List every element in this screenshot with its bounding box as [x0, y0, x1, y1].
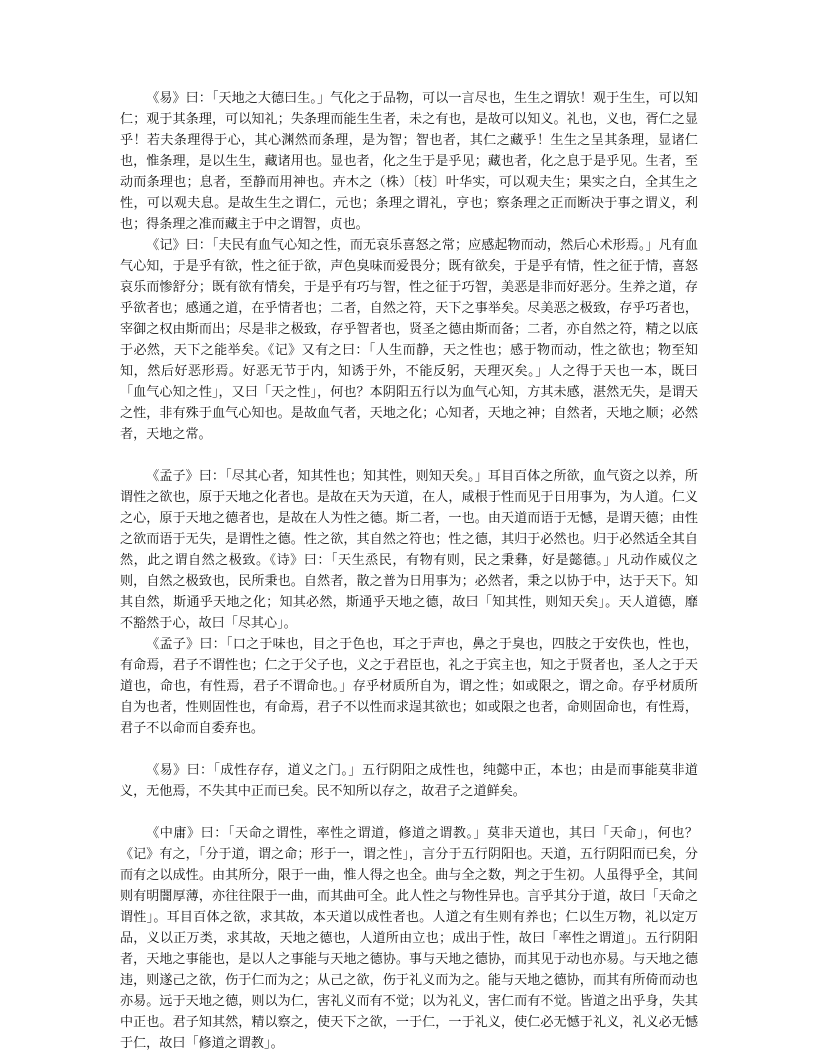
paragraph-yi-shengsheng: 《易》曰：「天地之大德曰生。」气化之于品物，可以一言尽也，生生之谓欤！观于生生，可以知仁；观于其条理，可以知礼；失条理而能生生者，未之有也，是故可以知义。礼也，义也，胥仁之显乎！若夫条理得于心，其心渊然而条理，是为智；智也者，其仁之藏乎！生生之呈其条理，显诸仁也，惟条理，是以生生，藏诸用也。显也者，化之生于是乎见；藏也者，化之息于是乎见。生者，至动而条理也；息者，至静而用神也。卉木之（株）〔枝〕叶华实，可以观夫生；果实之白，全其生之性，可以观夫息。是故生生之谓仁，元也；条理之谓礼，亨也；察条理之正而断决于事之谓义，利也；得条理之准而藏主于中之谓智，贞也。	[120, 91, 698, 232]
paragraph-ji-xueqi-xinzhi: 《记》曰：「夫民有血气心知之性，而无哀乐喜怒之常；应感起物而动，然后心术形焉。」凡有血气心知，于是乎有欲，性之征于欲，声色臭味而爱畏分；既有欲矣，于是乎有情，性之征于情，喜怒哀乐而惨舒分；既有欲有情矣，于是乎有巧与智，性之征于巧智，美恶是非而好恶分。生养之道，存乎欲者也；感通之道，在乎情者也；二者，自然之符，天下之事举矣。尽美恶之极致，存乎巧者也，宰御之权由斯而出；尽是非之极致，存乎智者也，贤圣之德由斯而备；二者，亦自然之符，精之以底于必然，天下之能举矣。《记》又有之曰：「人生而静，天之性也；感于物而动，性之欲也；物至知知，然后好恶形焉。好恶无节于内，知诱于外，不能反躬，天理灭矣。」人之得于天也一本，既曰「血气心知之性」，又曰「天之性」，何也？本阴阳五行以为血气心知，方其未感，湛然无失，是谓天之性，非有殊于血气心知也。是故血气者，天地之化；心知者，天地之神；自然者，天地之顺；必然者，天地之常。	[120, 238, 698, 442]
paragraph-zhongyong-tianming: 《中庸》曰：「天命之谓性，率性之谓道，修道之谓教。」莫非天道也，其曰「天命」，何也？《记》有之，「分于道，谓之命；形于一，谓之性」，言分于五行阴阳也。天道，五行阴阳而已矣，分而有之以成性。由其所分，限于一曲，惟人得之也全。曲与全之数，判之于生初。人虽得乎全，其间则有明闇厚薄，亦往往限于一曲，而其曲可全。此人性之与物性异也。言乎其分于道，故曰「天命之谓性」。耳目百体之欲，求其故，本天道以成性者也。人道之有生则有养也；仁以生万物，礼以定万品，义以正万类，求其故，天地之德也，人道所由立也；成出于性，故曰「率性之谓道」。五行阴阳者，天地之事能也，是以人之事能与天地之德协。事与天地之德协，而其见于动也亦易。与天地之德违，则遂己之欲，伤于仁而为之；从己之欲，伤于礼义而为之。能与天地之德协，而其有所倚而动也亦易。远于天地之德，则以为仁，害礼义而有不觉；以为礼义，害仁而有不觉。皆道之出乎身，失其中正也。君子知其然，精以察之，使天下之欲，一于仁，一于礼义，使仁必无憾于礼义，礼义必无憾于仁，故曰「修道之谓教」。	[120, 826, 698, 1051]
paragraph-mengzi-xingming: 《孟子》曰：「口之于味也，目之于色也，耳之于声也，鼻之于臭也，四肢之于安佚也，性也，有命焉，君子不谓性也；仁之于父子也，义之于君臣也，礼之于宾主也，知之于贤者也，圣人之于天道也，命也，有性焉，君子不谓命也。」存乎材质所自为，谓之性；如或限之，谓之命。存乎材质所自为也者，性则固性也，有命焉，君子不以性而求逞其欲也；如或限之也者，命则固命也，有性焉，君子不以命而自委弃也。	[120, 637, 698, 736]
document-page	[120, 88, 698, 1054]
paragraph-mengzi-jinxin: 《孟子》曰：「尽其心者，知其性也；知其性，则知天矣。」耳目百体之所欲，血气资之以养，所谓性之欲也，原于天地之化者也。是故在天为天道，在人，咸根于性而见于日用事为，为人道。仁义之心，原于天地之德者也，是故在人为性之德。斯二者，一也。由天道而语于无憾，是谓天德；由性之欲而语于无失，是谓性之德。性之欲，其自然之符也；性之德，其归于必然也。归于必然适全其自然，此之谓自然之极致。《诗》曰：「天生烝民，有物有则，民之秉彝，好是懿德。」凡动作威仪之则，自然之极致也，民所秉也。自然者，散之普为日用事为；必然者，秉之以协于中，达于天下。知其自然，斯通乎天地之化；知其必然，斯通乎天地之德，故曰「知其性，则知天矣」。天人道德，靡不豁然于心，故曰「尽其心」。	[120, 469, 698, 631]
paragraph-yi-chengxing: 《易》曰：「成性存存，道义之门。」五行阴阳之成性也，纯懿中正，本也；由是而事能莫非道义，无他焉，不失其中正而已矣。民不知所以存之，故君子之道鲜矣。	[120, 763, 698, 799]
